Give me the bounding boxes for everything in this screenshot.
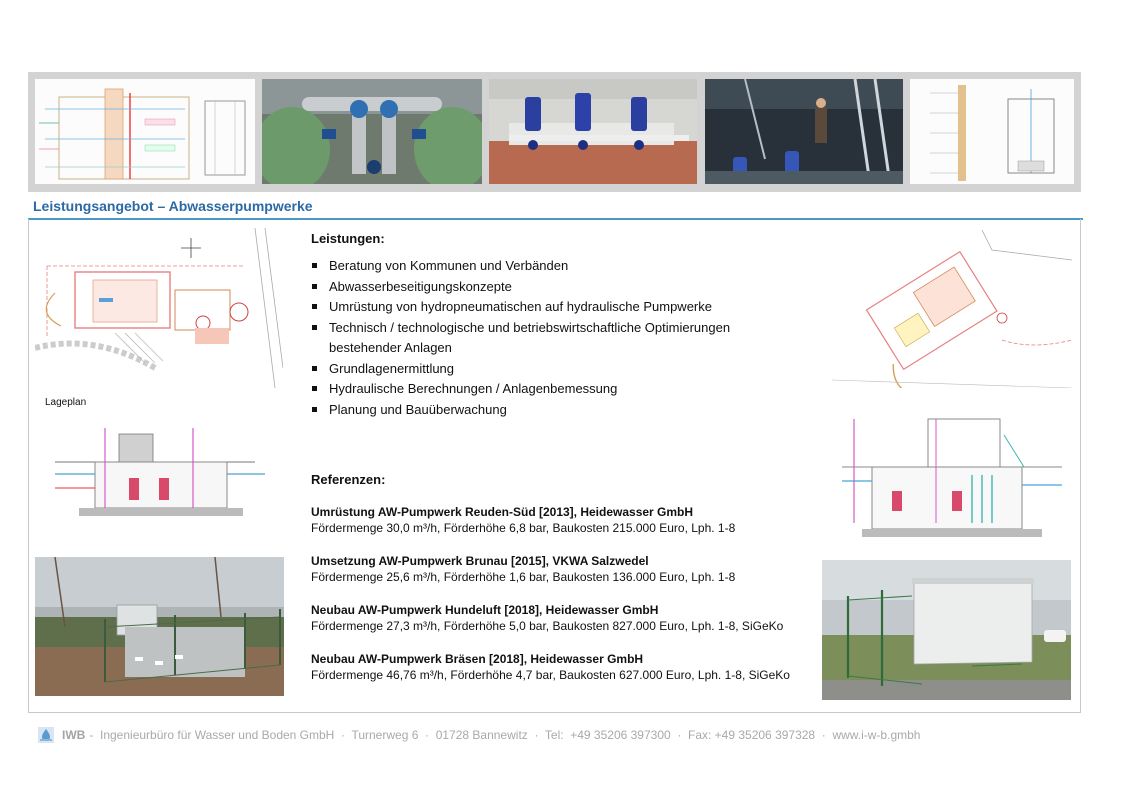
reference-title: Umrüstung AW-Pumpwerk Reuden-Süd [2013], Heidewasser GmbH (311, 505, 694, 519)
leistungen-list (311, 256, 781, 420)
shaft-interior-photo-icon (705, 79, 903, 184)
footer-brand: IWB (62, 728, 86, 742)
list-item: Umrüstung von hydropneumatischen auf hydraulische Pumpwerke (311, 297, 781, 318)
reference-detail: Fördermenge 30,0 m³/h, Förderhöhe 6,8 bar, Baukosten 215.000 Euro, Lph. 1-8 (311, 521, 736, 535)
pump-room-photo-icon (489, 79, 697, 184)
pump-room-photo (489, 79, 697, 184)
right-section-drawing (832, 405, 1072, 545)
list-item: Technisch / technologische und betriebswirtschaftliche Optimierungen bestehender Anlagen (311, 318, 781, 359)
reference-entry (311, 504, 801, 536)
rotated-site-plan-icon (832, 230, 1072, 388)
lageplan-caption: Lageplan (45, 397, 87, 408)
lageplan-drawing (35, 228, 283, 388)
reference-detail: Fördermenge 25,6 m³/h, Förderhöhe 1,6 bar, Baukosten 136.000 Euro, Lph. 1-8 (311, 570, 736, 584)
list-item: Hydraulische Berechnungen / Anlagenbemessung (311, 379, 781, 400)
list-item: Abwasserbeseitigungskonzepte (311, 277, 781, 298)
list-item: Beratung von Kommunen und Verbänden (311, 256, 781, 277)
right-section-icon (832, 405, 1072, 545)
site-plan-icon (35, 228, 283, 388)
list-item: Grundlagenermittlung (311, 359, 781, 380)
leistungen-heading: Leistungen: (311, 231, 385, 246)
reference-detail: Fördermenge 27,3 m³/h, Förderhöhe 5,0 bar, Baukosten 827.000 Euro, Lph. 1-8, SiGeKo (311, 619, 784, 633)
left-site-photo (35, 557, 284, 696)
shaft-interior-photo (705, 79, 903, 184)
reference-entry (311, 553, 801, 585)
section-drawing-photo (910, 79, 1074, 184)
reference-detail: Fördermenge 46,76 m³/h, Förderhöhe 4,7 bar, Baukosten 627.000 Euro, Lph. 1-8, SiGeKo (311, 668, 790, 682)
reference-entry (311, 602, 801, 634)
page-title: Leistungsangebot – Abwasserpumpwerke (33, 198, 313, 214)
reference-title: Neubau AW-Pumpwerk Bräsen [2018], Heidewasser GmbH (311, 652, 644, 666)
referenzen-heading: Referenzen: (311, 472, 386, 487)
page-footer (38, 726, 1038, 744)
schematic-drawing-icon (35, 79, 255, 184)
right-site-plan-drawing (832, 230, 1072, 388)
left-section-drawing (35, 418, 283, 524)
reference-title: Neubau AW-Pumpwerk Hundeluft [2018], Heidewasser GmbH (311, 603, 659, 617)
reference-entry (311, 651, 801, 683)
left-section-icon (35, 418, 283, 524)
pipework-photo (262, 79, 482, 184)
right-site-photo (822, 560, 1071, 700)
iwb-logo-icon (38, 727, 54, 743)
section-drawing-icon (910, 79, 1074, 184)
list-item: Planung und Bauüberwachung (311, 400, 781, 421)
pipework-photo-icon (262, 79, 482, 184)
reference-title: Umsetzung AW-Pumpwerk Brunau [2015], VKWA Salzwedel (311, 554, 649, 568)
pumping-station-photo-icon (35, 557, 284, 696)
footer-contact: - Ingenieurbüro für Wasser und Boden GmbH · Turnerweg 6 · 01728 Bannewitz · Tel: +49 35206 397300 · Fax: +49 35206 397328 · www.i-w-b.gmbh (89, 728, 921, 742)
schematic-drawing-photo (35, 79, 255, 184)
pump-house-photo-icon (822, 560, 1071, 700)
